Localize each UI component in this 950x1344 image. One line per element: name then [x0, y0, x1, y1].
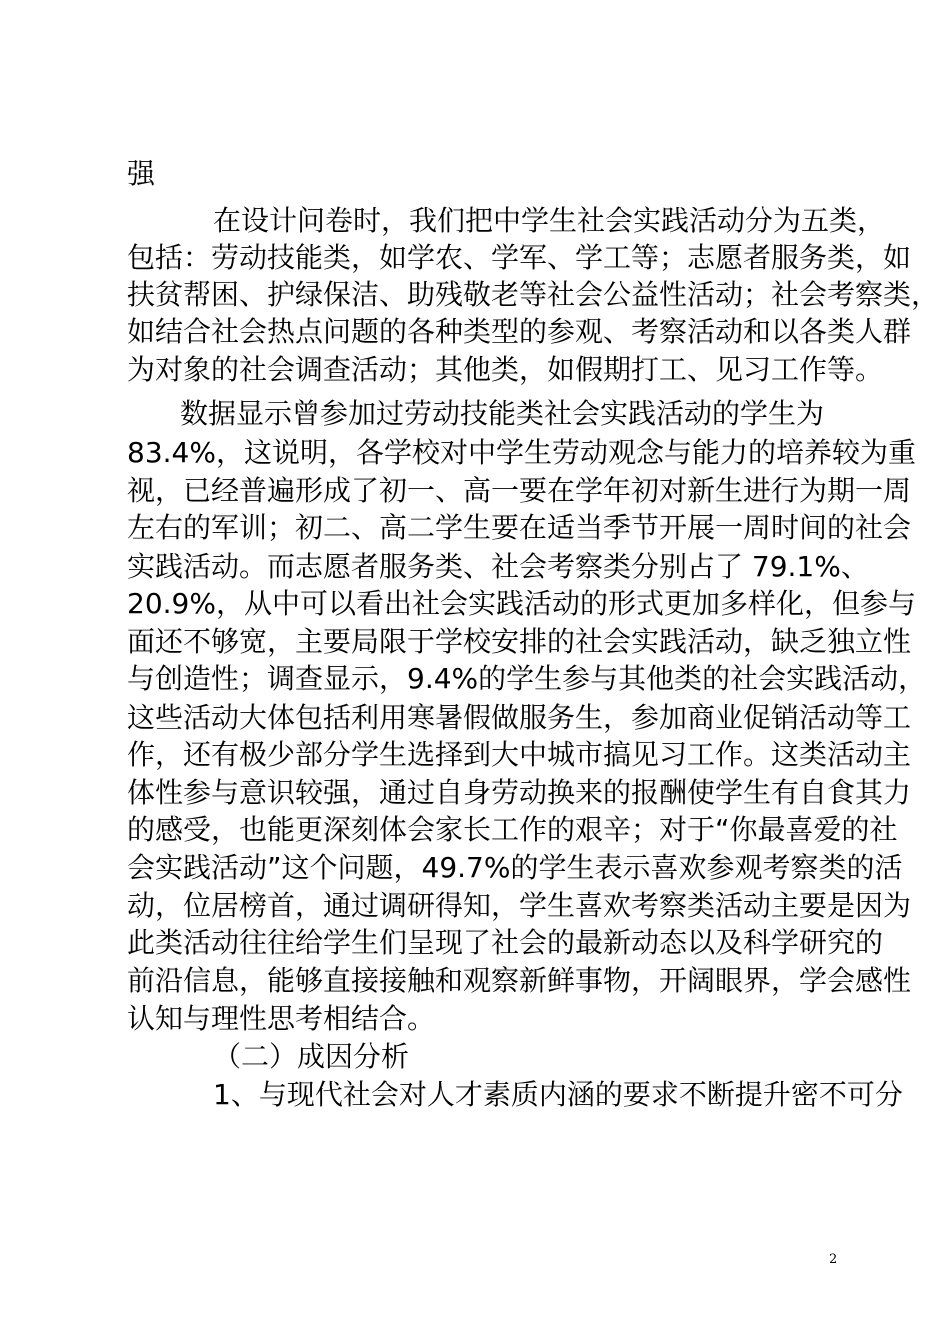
text-line: 如结合社会热点问题的各种类型的参观、考察活动和以各类人群 [127, 315, 912, 348]
text-line: 作，还有极少部分学生选择到大中城市搞见习工作。这类活动主 [127, 738, 912, 771]
text-line: 此类活动往往给学生们呈现了社会的最新动态以及科学研究的 [127, 926, 884, 959]
text-line: 为对象的社会调查活动；其他类，如假期打工、见习工作等。 [127, 353, 884, 386]
text-line: 扶贫帮困、护绿保洁、助残敬老等社会公益性活动；社会考察类， [127, 278, 940, 311]
text-line: 数据显示曾参加过劳动技能类社会实践活动的学生为 [180, 397, 825, 430]
text-line: 的感受，也能更深刻体会家长工作的艰辛；对于“你最喜爱的社 [127, 813, 898, 846]
subsection-heading: 1、与现代社会对人才素质内涵的要求不断提升密不可分 [213, 1078, 903, 1111]
text-line: 认知与理性思考相结合。 [127, 1002, 436, 1035]
text-line: 会实践活动”这个问题，49.7%的学生表示喜欢参观考察类的活 [127, 851, 903, 884]
page-number: 2 [829, 1252, 838, 1267]
text-line: 动，位居榜首，通过调研得知，学生喜欢考察类活动主要是因为 [127, 889, 912, 922]
section-heading: （二）成因分析 [213, 1040, 410, 1073]
text-line: 体性参与意识较强，通过自身劳动换来的报酬使学生有自食其力 [127, 776, 912, 809]
text-line: 实践活动。而志愿者服务类、社会考察类分别占了 79.1%、 [127, 550, 869, 583]
text-line: 83.4%，这说明，各学校对中学生劳动观念与能力的培养较为重 [127, 436, 916, 469]
text-line: 与创造性；调查显示，9.4%的学生参与其他类的社会实践活动， [127, 662, 927, 695]
text-line: 面还不够宽，主要局限于学校安排的社会实践活动，缺乏独立性 [127, 625, 912, 658]
text-line: 20.9%，从中可以看出社会实践活动的形式更加多样化，但参与 [127, 587, 916, 620]
text-line: 这些活动大体包括利用寒暑假做服务生，参加商业促销活动等工 [127, 701, 912, 734]
text-line: 强 [127, 157, 156, 190]
text-line: 包括：劳动技能类，如学农、学军、学工等；志愿者服务类，如 [127, 241, 912, 274]
text-line: 在设计问卷时，我们把中学生社会实践活动分为五类， [213, 204, 886, 237]
text-line: 视，已经普遍形成了初一、高一要在学年初对新生进行为期一周 [127, 474, 912, 507]
text-line: 前沿信息，能够直接接触和观察新鲜事物，开阔眼界，学会感性 [127, 964, 912, 997]
text-line: 左右的军训；初二、高二学生要在适当季节开展一周时间的社会 [127, 511, 912, 544]
